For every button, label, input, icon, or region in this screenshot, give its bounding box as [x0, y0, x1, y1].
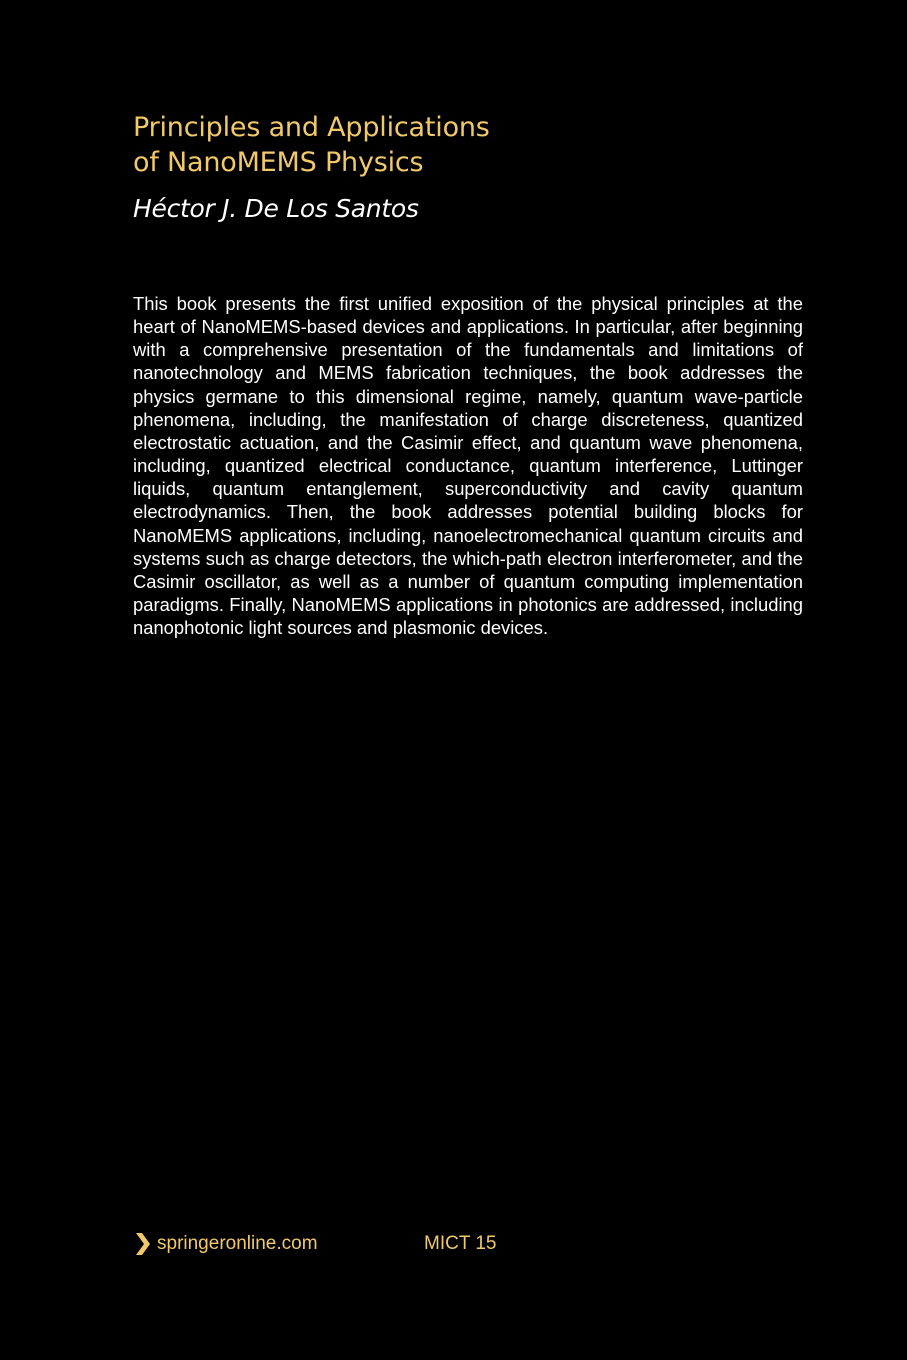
- website-link[interactable]: springeronline.com: [157, 1233, 318, 1254]
- book-title: [133, 110, 693, 180]
- book-title-line-1: Principles and Applications: [133, 112, 490, 143]
- footer: [133, 1230, 833, 1258]
- chevron-right-icon: [133, 1232, 153, 1256]
- book-description: This book presents the first unified exposition of the physical principles at the heart of NanoMEMS-based devices and applications. In particular, after beginning with a comprehensive presentation of the fundamentals and limitations of nanotechnology and MEMS fabrication techniques, the book addresses the physics germane to this dimensional regime, namely, quantum wave-particle phenomena, including, the manifestation of charge discreteness, quantized electrostatic actuation, and the Casimir effect, and quantum wave phenomena, including, quantized electrical conductance, quantum interference, Luttinger liquids, quantum entanglement, superconductivity and cavity quantum electrodynamics. Then, the book addresses potential building blocks for NanoMEMS applications, including, nanoelectromechanical quantum circuits and systems such as charge detectors, the which-path electron interferometer, and the Casimir oscillator, as well as a number of quantum computing implementation paradigms. Finally, NanoMEMS applications in photonics are addressed, including nanophotonic light sources and plasmonic devices.: [133, 293, 803, 639]
- book-author: Héctor J. De Los Santos: [133, 194, 419, 223]
- series-label: MICT 15: [424, 1233, 497, 1254]
- book-title-line-2: of NanoMEMS Physics: [133, 147, 424, 178]
